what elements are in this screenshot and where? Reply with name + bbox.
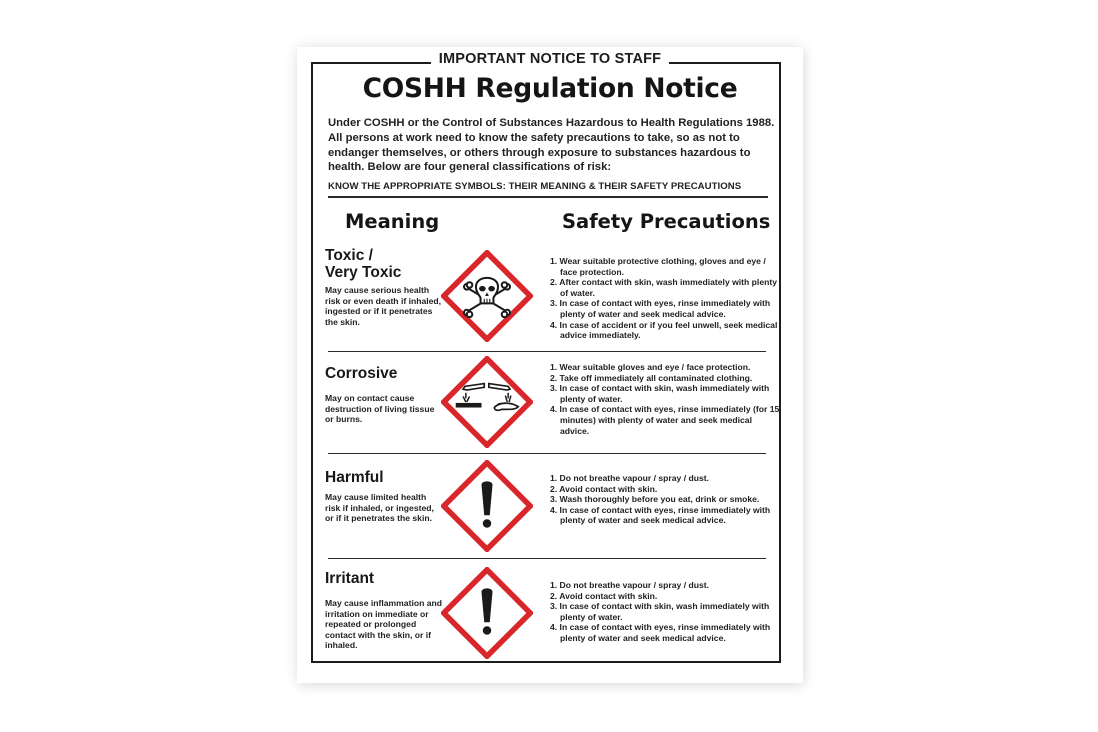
- precaution-item: 4. In case of contact with eyes, rinse immediately (for 15 minutes) with plenty of water and seek medical advice.: [550, 404, 780, 436]
- precaution-item: 2. After contact with skin, wash immediately with plenty of water.: [550, 277, 777, 298]
- hazard-name: Harmful: [325, 469, 384, 486]
- precaution-item: 4. In case of contact with eyes, rinse immediately with plenty of water and seek medical advice.: [550, 622, 771, 643]
- hazard-name-line1: Toxic /: [325, 247, 373, 264]
- precaution-item: 2. Take off immediately all contaminated clothing.: [550, 372, 753, 383]
- precaution-item: 4. In case of accident or if you feel unwell, seek medical advice immediately.: [550, 319, 778, 341]
- precaution-item: 1. Wear suitable gloves and eye / face protection.: [550, 362, 751, 372]
- coshh-notice-board: [297, 47, 803, 683]
- precaution-item: 3. In case of contact with skin, wash immediately with plenty of water.: [550, 383, 770, 404]
- exclamation-mark-icon: [441, 567, 533, 659]
- row-divider: [328, 453, 766, 454]
- notice-title: COSHH Regulation Notice: [362, 73, 738, 104]
- precaution-item: 3. In case of contact with skin, wash immediately with plenty of water.: [550, 601, 770, 622]
- precautions-list: [550, 580, 782, 644]
- hazard-description: May cause serious health risk or even death if inhaled, ingested or if it penetrates the skin.: [325, 285, 442, 327]
- precaution-item: 2. Avoid contact with skin.: [550, 590, 658, 601]
- hazard-description: May cause limited health risk if inhaled, or ingested, or if it penetrates the skin.: [325, 492, 434, 524]
- precaution-item: 1. Wear suitable protective clothing, gloves and eye / face protection.: [550, 256, 766, 277]
- notice-kicker: [297, 51, 803, 67]
- safety-column-heading: Safety Precautions: [562, 210, 771, 233]
- intro-paragraph: Under COSHH or the Control of Substances Hazardous to Health Regulations 1988. All persons at work need to know the safety precautions to take, so as not to endanger themselves, or others through exposure to substances hazardous to health. Below are four general classifications of risk:: [328, 117, 775, 174]
- hazard-description: May cause inflammation and irritation on immediate or repeated or prolonged contact with the skin, or if inhaled.: [325, 598, 443, 651]
- exclamation-mark-icon: [441, 460, 533, 552]
- precaution-item: 3. Wash thoroughly before you eat, drink or smoke.: [550, 494, 760, 505]
- precaution-item: 2. Avoid contact with skin.: [550, 483, 658, 494]
- hazard-name: Corrosive: [325, 365, 398, 382]
- row-divider: [328, 351, 766, 352]
- kicker-text: IMPORTANT NOTICE TO STAFF: [431, 51, 670, 67]
- know-symbols-heading: KNOW THE APPROPRIATE SYMBOLS: THEIR MEANING & THEIR SAFETY PRECAUTIONS: [328, 181, 768, 198]
- row-divider: [328, 558, 766, 559]
- precautions-list: [550, 362, 782, 436]
- precaution-item: 4. In case of contact with eyes, rinse immediately with plenty of water and seek medical advice.: [550, 504, 771, 526]
- precaution-item: 1. Do not breathe vapour / spray / dust.: [550, 473, 710, 483]
- precaution-item: 1. Do not breathe vapour / spray / dust.: [550, 580, 710, 590]
- precaution-item: 3. In case of contact with eyes, rinse immediately with plenty of water and seek medical advice.: [550, 298, 771, 319]
- meaning-column-heading: Meaning: [345, 210, 440, 233]
- precautions-list: [550, 473, 782, 526]
- hazard-name-line2: Very Toxic: [325, 264, 402, 281]
- corrosion-icon: [441, 356, 533, 448]
- hazard-name: [325, 247, 401, 281]
- skull-crossbones-icon: [441, 250, 533, 342]
- hazard-name: Irritant: [325, 570, 375, 587]
- hazard-description: May on contact cause destruction of living tissue or burns.: [325, 393, 435, 425]
- precautions-list: [550, 256, 782, 341]
